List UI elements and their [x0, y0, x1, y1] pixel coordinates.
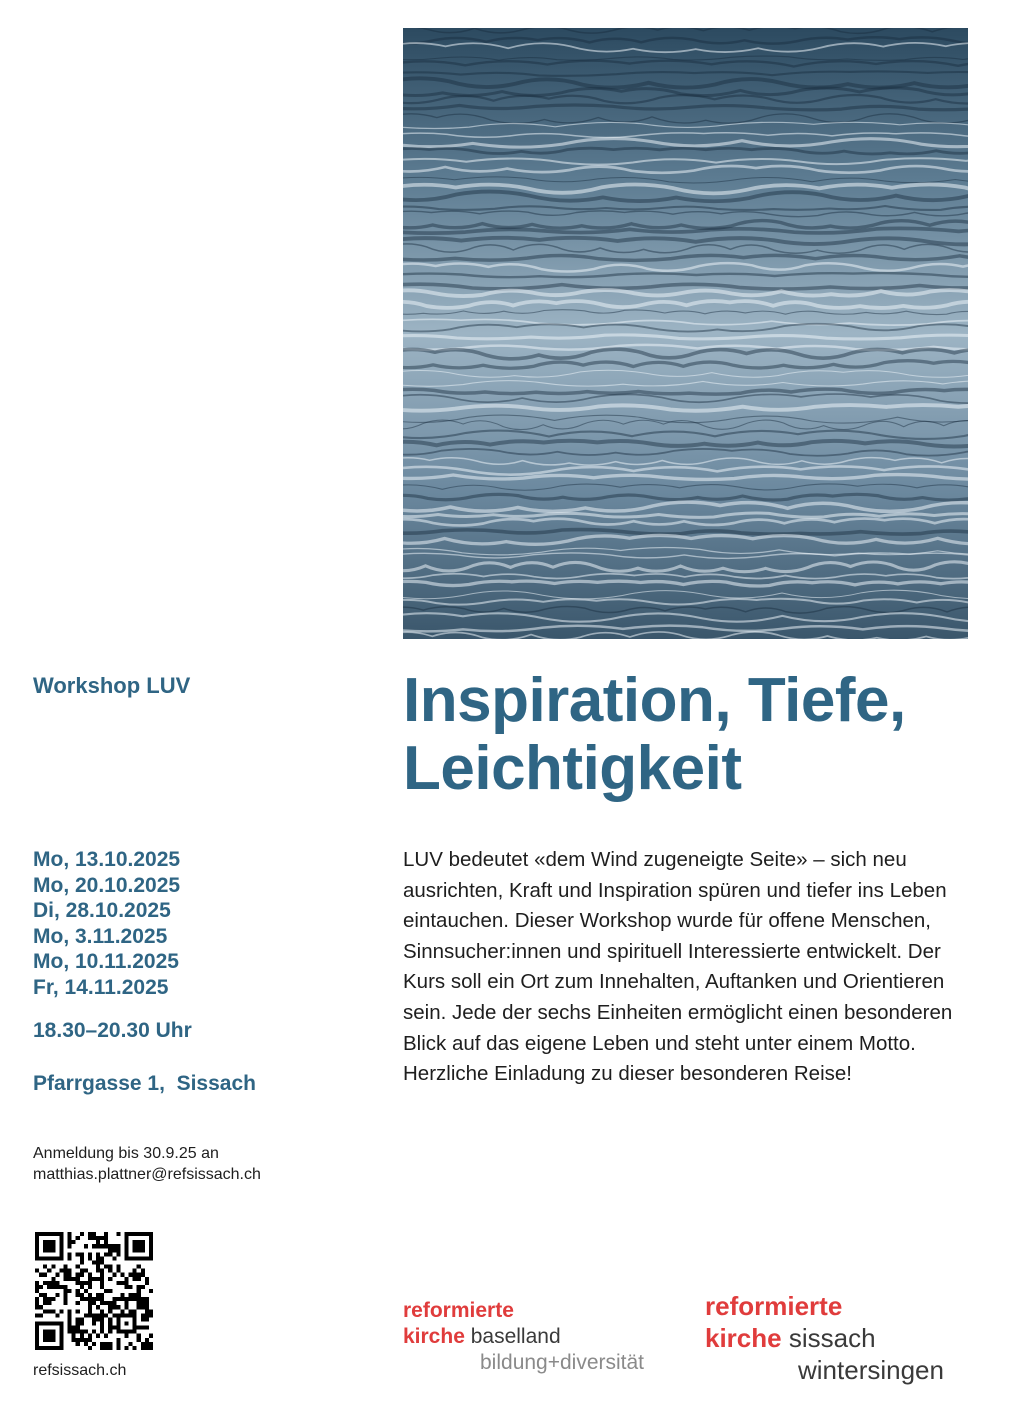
qr-code[interactable] [35, 1232, 153, 1350]
logo-word: baselland [470, 1325, 561, 1348]
date-item: Di, 28.10.2025 [33, 899, 171, 923]
headline [403, 667, 1003, 803]
logo-reformierte-kirche-sissach [705, 1290, 944, 1386]
logo-word: kirche [705, 1323, 782, 1353]
signup-deadline: Anmeldung bis 30.9.25 an [33, 1145, 219, 1162]
time-range: 18.30–20.30 Uhr [33, 1019, 192, 1042]
signup-email[interactable]: matthias.plattner@refsissach.ch [33, 1166, 261, 1183]
logo-word: kirche [403, 1325, 465, 1348]
logo-word: bildung+diversität [480, 1351, 645, 1374]
logo-word: wintersingen [798, 1355, 944, 1385]
water-surface-photo [403, 28, 968, 639]
logo-reformierte-kirche-baselland [403, 1298, 644, 1376]
address: Pfarrgasse 1, Sissach [33, 1072, 256, 1095]
date-item: Mo, 13.10.2025 [33, 848, 181, 871]
logo-word: sissach [788, 1323, 876, 1353]
website-url[interactable]: refsissach.ch [33, 1362, 127, 1379]
date-item: Mo, 10.11.2025 [33, 950, 179, 974]
date-item: Mo, 20.10.2025 [33, 873, 181, 897]
date-item: Mo, 3.11.2025 [33, 924, 168, 948]
signup-info [33, 1143, 261, 1185]
logo-word: reformierte [705, 1291, 843, 1321]
description-closing: Herzliche Einladung zu dieser besonderen Reise! [403, 1062, 852, 1086]
date-list [33, 847, 180, 1001]
workshop-label: Workshop LUV [33, 673, 191, 698]
logo-word: reformierte [403, 1299, 514, 1322]
description [403, 845, 973, 1090]
headline-line-1: Inspiration, Tiefe, [403, 666, 906, 735]
description-paragraph: LUV bedeutet «dem Wind zugeneigte Seite» – sich neu ausrichten, Kraft und Inspiration spüren und tiefer ins Leben eintauchen. Dieser Workshop wurde für offene Menschen, Sinnsucher:innen und spirituell Interessierte entwickelt. Der Kurs soll ein Ort zum Innehalten, Auftanken und Orientieren sein. Jede der sechs Einheiten ermöglicht einen besonderen Blick auf das eigene Leben und steht unter einem Motto. [403, 848, 953, 1055]
headline-line-2: Leichtigkeit [403, 734, 742, 803]
date-item: Fr, 14.11.2025 [33, 975, 169, 999]
